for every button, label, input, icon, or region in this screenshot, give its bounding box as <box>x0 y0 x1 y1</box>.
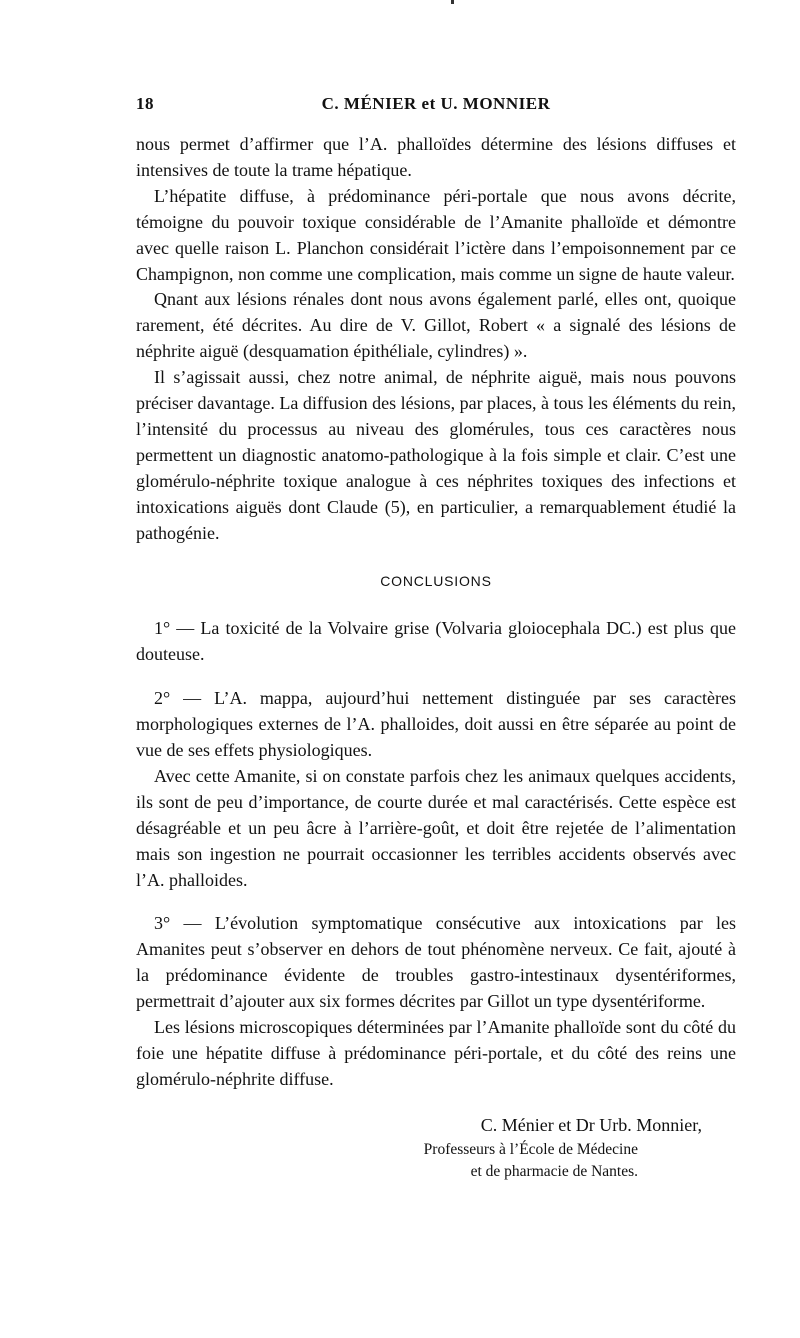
paragraph-1: nous permet d’affirmer que l’A. phalloïdes détermine des lésions diffuses et intensives de toute la trame hépatique. <box>136 134 736 180</box>
paragraph-2: L’hépatite diffuse, à prédominance péri-portale que nous avons décrite, témoigne du pouvoir toxique considérable de l’Amanite phalloïde et démontre avec quelle raison L. Planchon considérait l’ictère dans l’empoisonnement par ce Champignon, non comme une complication, mais comme un signe de haute valeur. <box>136 185 736 284</box>
body-text <box>136 132 736 1183</box>
conclusion-2-detail: Avec cette Amanite, si on constate parfois chez les animaux quelques accidents, ils sont de peu d’importance, de courte durée et mal caractérisés. Cette espèce est désagréable et un peu âcre à l’arrière-goût, et doit être rejetée de l’alimentation mais son ingestion ne pourrait occasionner les terribles accidents observés avec l’A. phalloides. <box>136 765 736 890</box>
paragraph-3: Qnant aux lésions rénales dont nous avons également parlé, elles ont, quoique rarement, été décrites. Au dire de V. Gillot, Robert « a signalé des lésions de néphrite aiguë (desquamation épithéliale, cylindres) ». <box>136 289 736 362</box>
signature-affiliation-2: et de pharmacie de Nantes. <box>470 1162 638 1180</box>
paragraph-4: Il s’agissait aussi, chez notre animal, de néphrite aiguë, mais nous pouvons préciser davantage. La diffusion des lésions, par places, à tous les éléments du rein, l’intensité du processus au niveau des glomérules, tous ces caractères nous permettent un diagnostic anatomo-pathologique à la fois simple et clair. C’est une glomérulo-néphrite toxique analogue à ces néphrites toxiques des infections et intoxications aiguës dont Claude (5), en particulier, a remarquablement étudié la pathogénie. <box>136 367 736 543</box>
top-edge-mark <box>451 0 454 4</box>
signature-authors: C. Ménier et Dr Urb. Monnier, <box>480 1114 702 1135</box>
page-header <box>136 94 736 118</box>
conclusion-2: 2° — L’A. mappa, aujourd’hui nettement distinguée par ses caractères morphologiques externes de l’A. phalloides, doit aussi en être séparée au point de vue de ses effets physiologiques. <box>136 688 736 761</box>
page-number: 18 <box>136 94 154 113</box>
running-title: C. MÉNIER et U. MONNIER <box>321 94 551 113</box>
signature-affiliation-1: Professeurs à l’École de Médecine <box>423 1140 638 1158</box>
conclusion-1: 1° — La toxicité de la Volvaire grise (Volvaria gloiocephala DC.) est plus que douteuse. <box>136 618 736 665</box>
conclusion-3: 3° — L’évolution symptomatique consécutive aux intoxications par les Amanites peut s’observer en dehors de tout phénomène nerveux. Ce fait, ajouté à la prédominance évidente de troubles gastro-intestinaux dysentériformes, permettrait d’ajouter aux six formes décrites par Gillot un type dysentériforme. <box>136 913 736 1012</box>
conclusions-heading: CONCLUSIONS <box>380 572 492 589</box>
conclusion-3-detail: Les lésions microscopiques déterminées par l’Amanite phalloïde sont du côté du foie une hépatite diffuse à prédominance péri-portale, et du côté des reins une glomérulo-néphrite diffuse. <box>136 1017 736 1089</box>
